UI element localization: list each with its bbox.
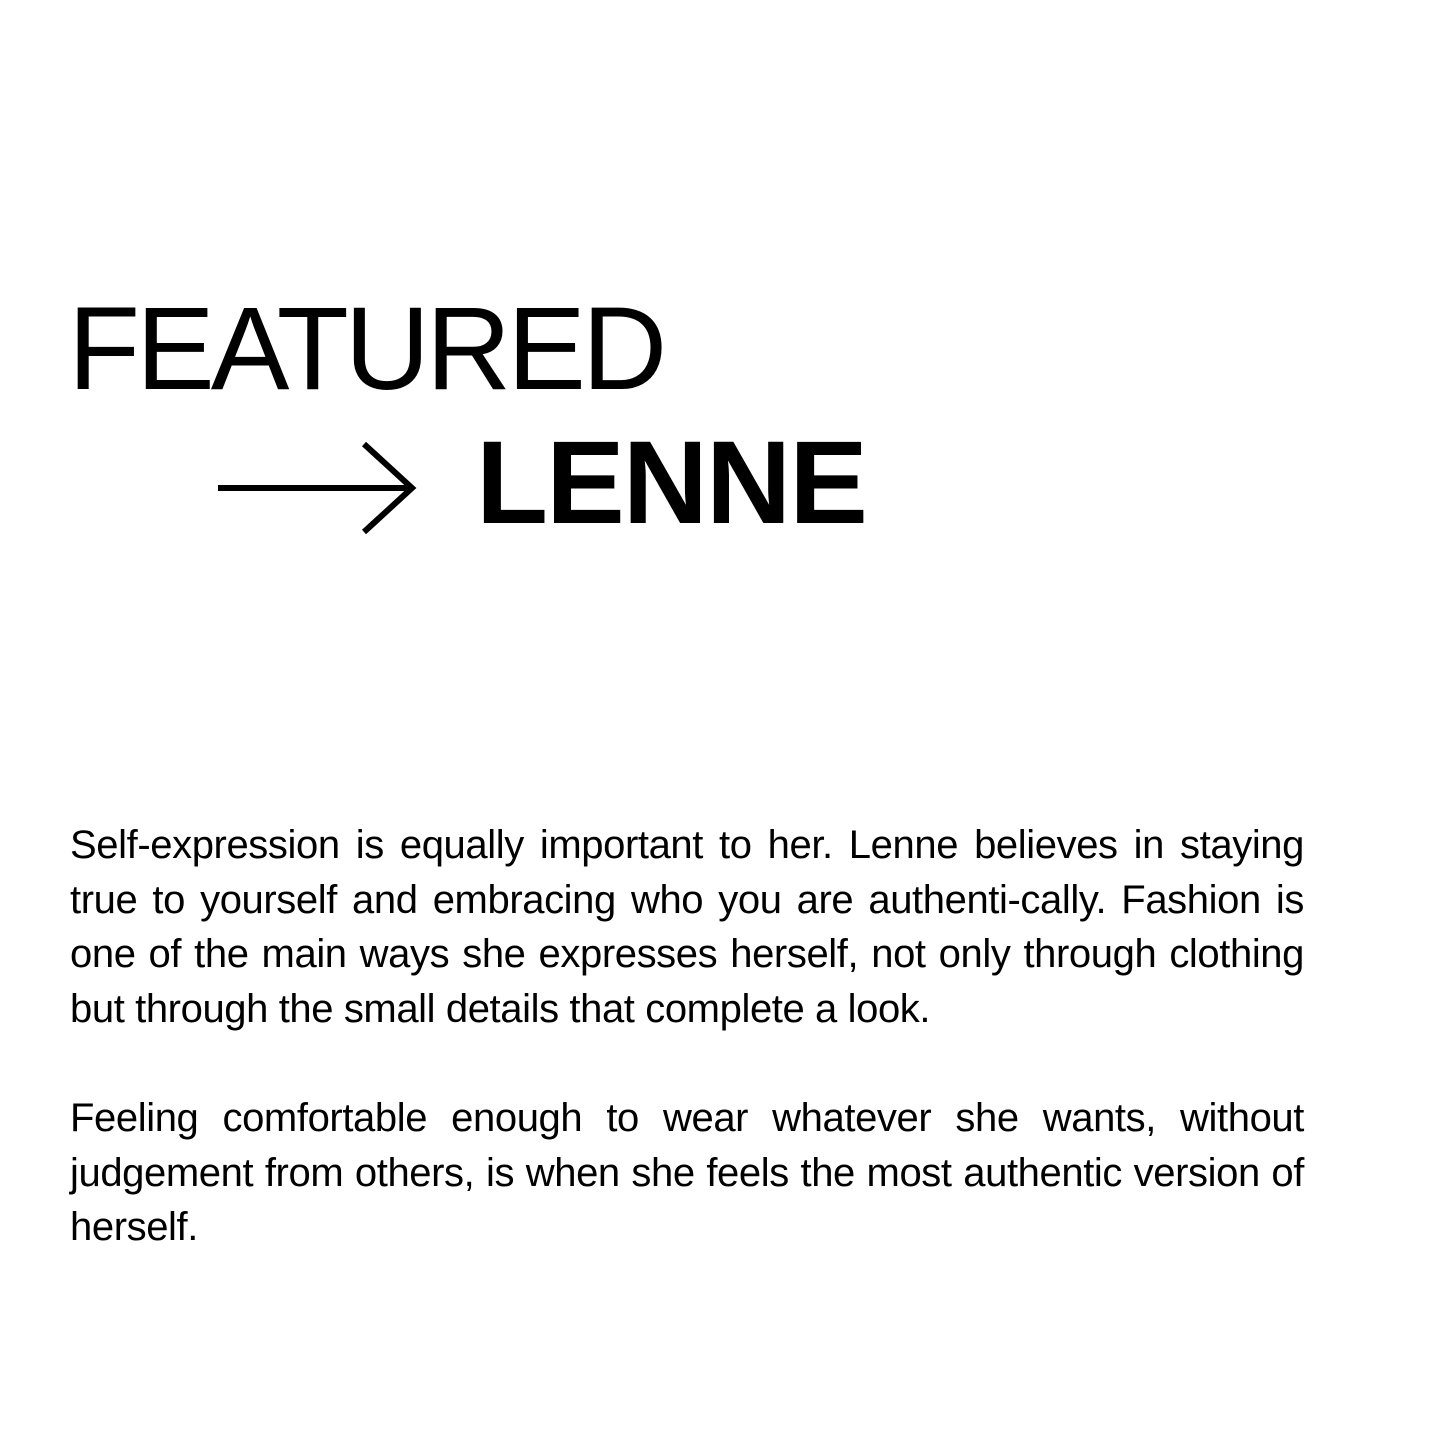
featured-heading: FEATURED <box>68 283 664 415</box>
body-text <box>70 818 1304 1255</box>
featured-name: LENNE <box>476 417 866 549</box>
paragraph-2: Feeling comfortable enough to wear whatever she wants, without judgement from others, is when she feels the most authentic version of herself. <box>70 1095 1304 1250</box>
arrow-right-icon <box>218 442 418 538</box>
paragraph-1: Self-expression is equally important to her. Lenne believes in staying true to yourself and embracing who you are authenti-cally. Fashion is one of the main ways she expresses herself, not only through clothing but through the small details that complete a look. <box>70 823 1304 1031</box>
